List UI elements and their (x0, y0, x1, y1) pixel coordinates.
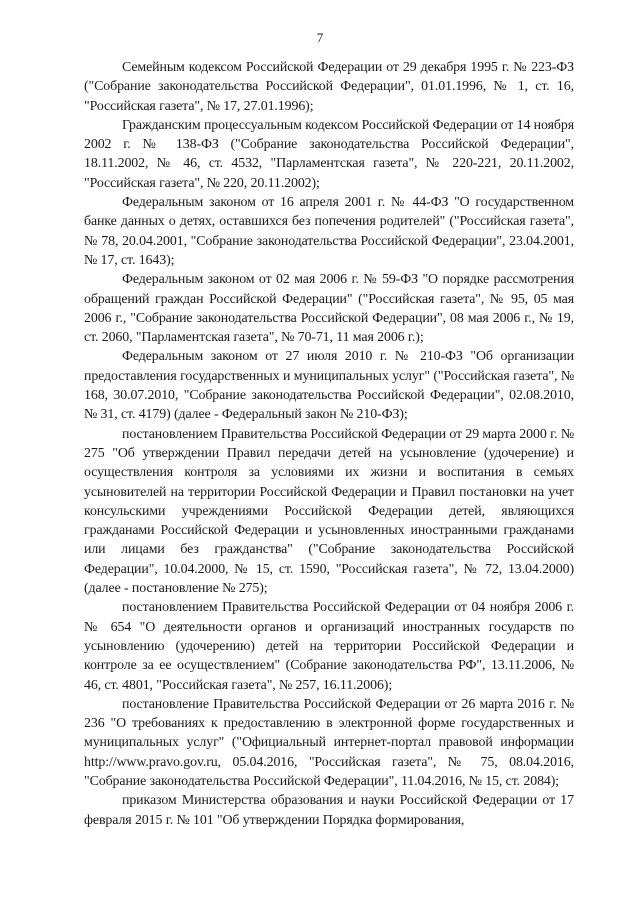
paragraph-law-59-fz: Федеральным законом от 02 мая 2006 г. № 59-ФЗ "О порядке рассмотрения обращений граждан Российской Федерации" ("Российская газета", № 95, 05 мая 2006 г., "Собрание законодательства Российской Федерации", 08 мая 2006 г., № 19, ст. 2060, "Парламентская газета", № 70-71, 11 мая 2006 г.); (84, 272, 574, 346)
paragraph-law-44-fz: Федеральным законом от 16 апреля 2001 г. № 44-ФЗ "О государственном банке данных о детях, оставшихся без попечения родителей" ("Российская газета", № 78, 20.04.2001, "Собрание законодательства Российской Федерации", 23.04.2001, № 17, ст. 1643); (84, 195, 574, 268)
document-body (84, 58, 574, 830)
paragraph-law-210-fz: Федеральным законом от 27 июля 2010 г. № 210-ФЗ "Об организации предоставления государственных и муниципальных услуг" ("Российская газета", № 168, 30.07.2010, "Собрание законодательства Российской Федерации", 02.08.2010, № 31, ст. 4179) (далее - Федеральный закон № 210-ФЗ); (84, 349, 574, 423)
paragraph-resolution-275: постановлением Правительства Российской Федерации от 29 марта 2000 г. № 275 "Об утверждении Правил передачи детей на усыновление (удочерение) и осуществления контроля за условиями их жизни и воспитания в семьях усыновителей на территории Российской Федерации и Правил постановки на учет консульскими учреждениями Российской Федерации детей, являющихся гражданами Российской Федерации и усыновленных иностранными гражданами или лицами без гражданства" ("Собрание законодательства Российской Федерации", 10.04.2000, № 15, ст. 1590, "Российская газета", № 72, 13.04.2000) (далее - постановление № 275); (84, 426, 574, 597)
paragraph-resolution-236: постановление Правительства Российской Федерации от 26 марта 2016 г. № 236 "О требованиях к предоставлению в электронной форме государственных и муниципальных услуг" ("Официальный интернет-портал правовой информации http://www.pravo.gov.ru, 05.04.2016, "Российская газета", № 75, 08.04.2016, "Собрание законодательства Российской Федерации", 11.04.2016, № 15, ст. 2084); (84, 696, 574, 789)
paragraph-civil-procedure-code: Гражданским процессуальным кодексом Российской Федерации от 14 ноября 2002 г. № 138-ФЗ ("Собрание законодательства Российской Федерации", 18.11.2002, № 46, ст. 4532, "Парламентская газета", № 220-221, 20.11.2002, "Российская газета", № 220, 20.11.2002); (84, 117, 574, 191)
paragraph-family-code: Семейным кодексом Российской Федерации от 29 декабря 1995 г. № 223-ФЗ ("Собрание законодательства Российской Федерации", 01.01.1996, № 1, ст. 16, "Российская газета", № 17, 27.01.1996); (84, 60, 574, 114)
paragraph-order-101: приказом Министерства образования и науки Российской Федерации от 17 февраля 2015 г. № 101 "Об утверждении Порядка формирования, (84, 793, 574, 828)
page-number: 7 (316, 30, 324, 45)
paragraph-resolution-654: постановлением Правительства Российской Федерации от 04 ноября 2006 г. № 654 "О деятельности органов и организаций иностранных государств по усыновлению (удочерению) детей на территории Российской Федерации и контроле за ее осуществлением" (Собрание законодательства РФ", 13.11.2006, № 46, ст. 4801, "Российская газета", № 257, 16.11.2006); (84, 600, 574, 693)
